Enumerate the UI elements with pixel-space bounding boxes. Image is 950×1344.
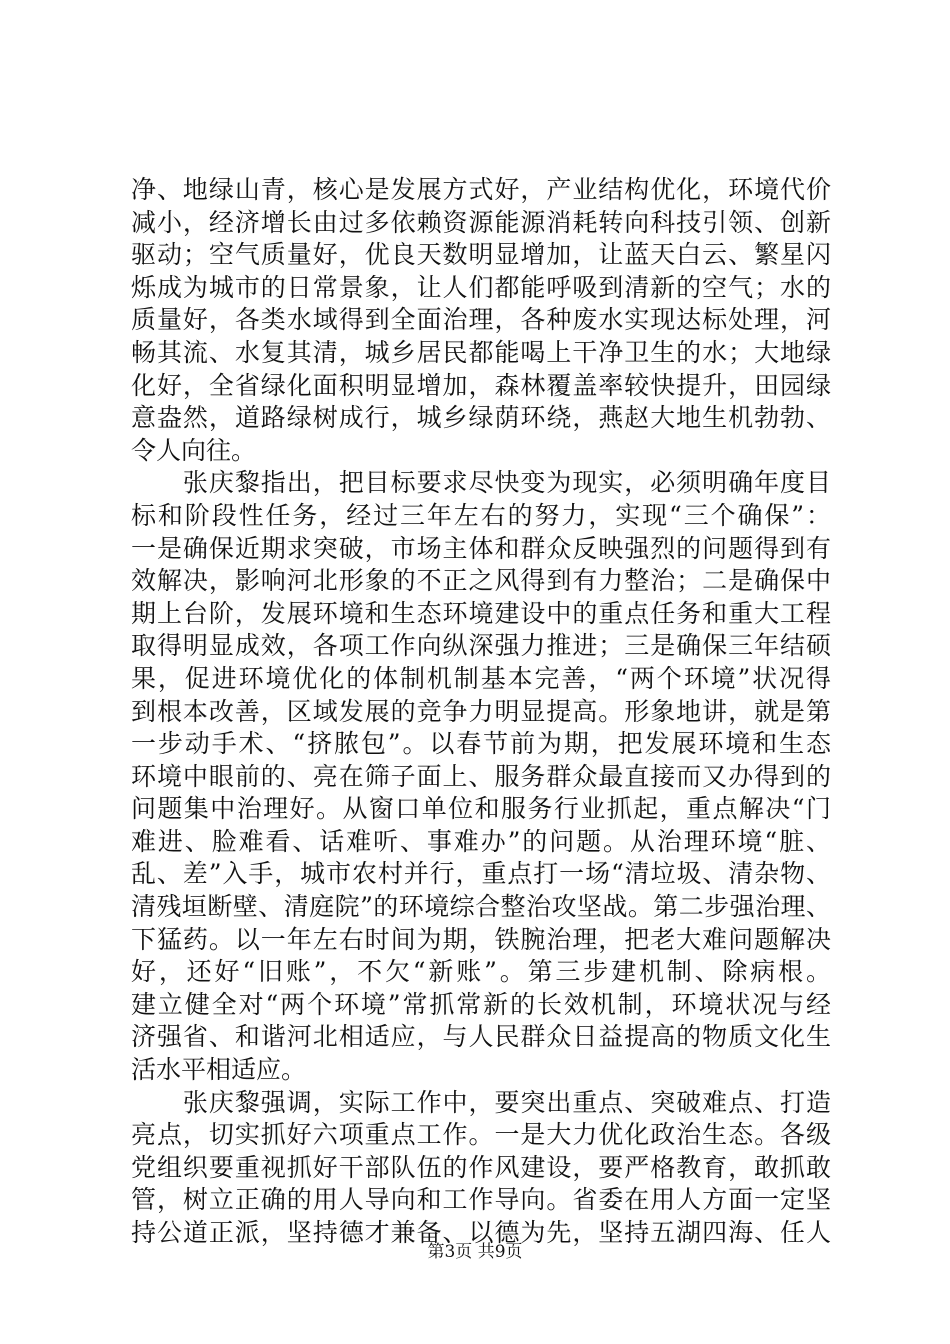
text-line: 一是确保近期求突破，市场主体和群众反映强烈的问题得到有 — [131, 533, 831, 563]
text-line: 建立健全对“两个环境”常抓常新的长效机制，环境状况与经 — [131, 989, 831, 1019]
text-line: 果，促进环境优化的体制机制基本完善，“两个环境”状况得 — [131, 663, 831, 693]
text-line: 减小，经济增长由过多依赖资源能源消耗转向科技引领、创新 — [131, 207, 831, 237]
text-line: 难进、脸难看、话难听、事难办”的问题。从治理环境“脏、 — [131, 826, 831, 856]
text-line: 净、地绿山青，核心是发展方式好，产业结构优化，环境代价 — [131, 175, 831, 204]
text-line: 一步动手术、“挤脓包”。以春节前为期，把发展环境和生态 — [131, 729, 831, 759]
text-line: 乱、差”入手，城市农村并行，重点打一场“清垃圾、清杂物、 — [131, 859, 831, 889]
text-line: 张庆黎强调，实际工作中，要突出重点、突破难点、打造 — [131, 1087, 831, 1117]
text-line: 好，还好“旧账”，不欠“新账”。第三步建机制、除病根。 — [131, 957, 831, 987]
text-line: 意盎然，道路绿树成行，城乡绿荫环绕，燕赵大地生机勃勃、 — [131, 403, 831, 433]
text-line: 驱动；空气质量好，优良天数明显增加，让蓝天白云、繁星闪 — [131, 240, 831, 270]
text-line: 党组织要重视抓好干部队伍的作风建设，要严格教育，敢抓敢 — [131, 1152, 831, 1182]
text-line: 亮点，切实抓好六项重点工作。一是大力优化政治生态。各级 — [131, 1120, 831, 1150]
text-line: 到根本改善，区域发展的竞争力明显提高。形象地讲，就是第 — [131, 696, 831, 726]
text-line: 标和阶段性任务，经过三年左右的努力，实现“三个确保”： — [131, 500, 831, 530]
text-line: 管，树立正确的用人导向和工作导向。省委在用人方面一定坚 — [131, 1185, 831, 1215]
body-text — [131, 174, 831, 1250]
text-line: 持公道正派，坚持德才兼备、以德为先，坚持五湖四海、任人 — [131, 1218, 831, 1247]
text-line: 化好，全省绿化面积明显增加，森林覆盖率较快提升，田园绿 — [131, 370, 831, 400]
text-line: 问题集中治理好。从窗口单位和服务行业抓起，重点解决“门 — [131, 794, 831, 824]
text-line: 质量好，各类水域得到全面治理，各种废水实现达标处理，河 — [131, 305, 831, 335]
text-line: 清残垣断壁、清庭院”的环境综合整治攻坚战。第二步强治理、 — [131, 892, 831, 922]
text-line: 活水平相适应。 — [131, 1055, 307, 1085]
text-line: 环境中眼前的、亮在筛子面上、服务群众最直接而又办得到的 — [131, 761, 831, 791]
text-line: 期上台阶，发展环境和生态环境建设中的重点任务和重大工程 — [131, 598, 831, 628]
text-line: 济强省、和谐河北相适应，与人民群众日益提高的物质文化生 — [131, 1022, 831, 1052]
text-line: 下猛药。以一年左右时间为期，铁腕治理，把老大难问题解决 — [131, 924, 831, 954]
text-line: 效解决，影响河北形象的不正之风得到有力整治；二是确保中 — [131, 566, 831, 596]
text-line: 畅其流、水复其清，城乡居民都能喝上干净卫生的水；大地绿 — [131, 337, 831, 367]
text-line: 张庆黎指出，把目标要求尽快变为现实，必须明确年度目 — [131, 468, 831, 498]
page-footer: 第3页 共9页 — [427, 1242, 523, 1262]
text-line: 烁成为城市的日常景象，让人们都能呼吸到清新的空气；水的 — [131, 272, 831, 302]
text-line: 取得明显成效，各项工作向纵深强力推进；三是确保三年结硕 — [131, 631, 831, 661]
text-line: 令人向往。 — [131, 435, 257, 465]
